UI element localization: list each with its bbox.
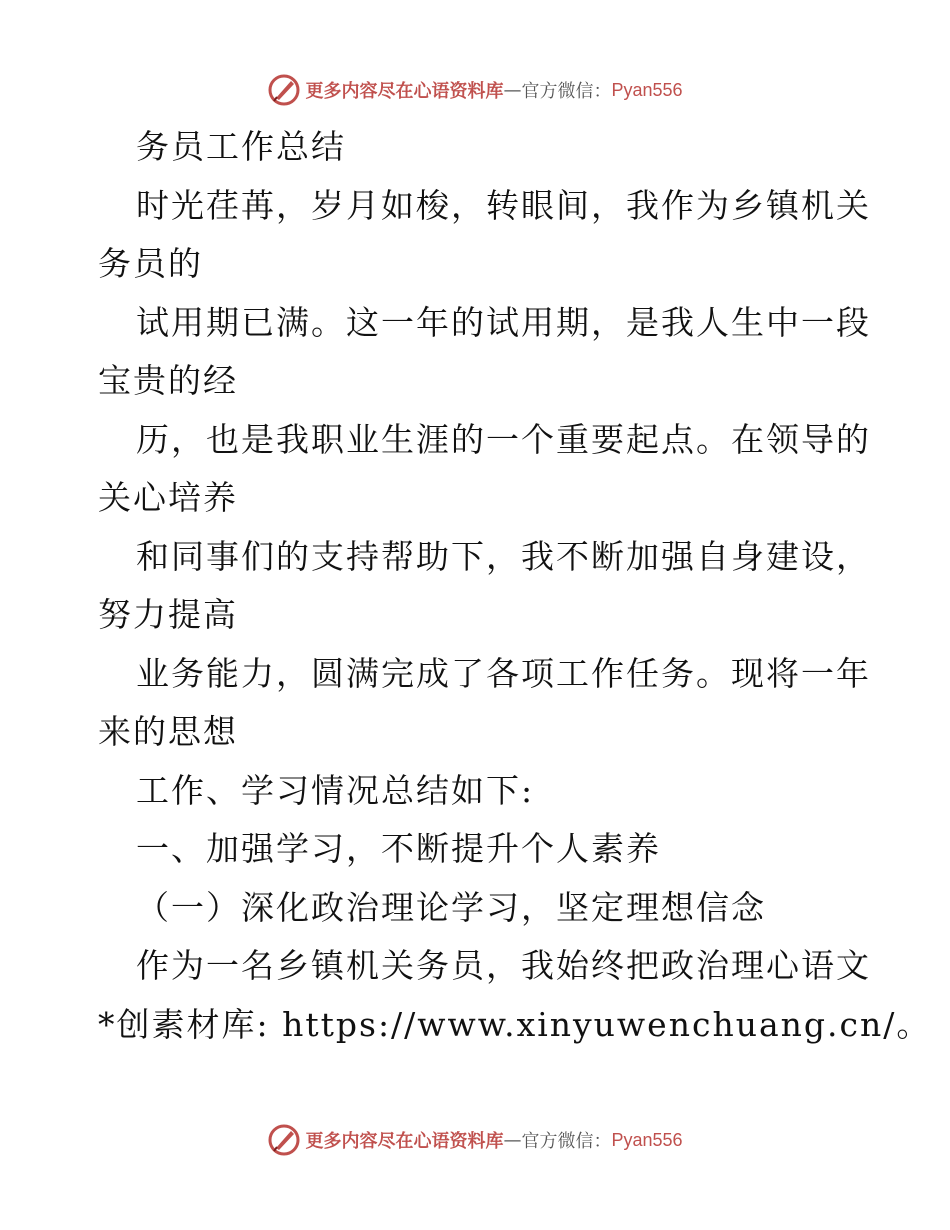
quill-pen-icon (267, 1123, 301, 1157)
header-watermark (0, 70, 950, 110)
subsection-heading: （一）深化政治理论学习，坚定理想信念 (136, 887, 766, 927)
document-body (98, 118, 932, 1054)
watermark-main-text: 更多内容尽在心语资料库 (305, 81, 504, 102)
paragraph-line: 历，也是我职业生涯的一个重要起点。在领导的 (136, 419, 871, 459)
watermark-account-id: Pyan556 (611, 1129, 683, 1150)
paragraph-line: 关心培养 (98, 478, 238, 517)
watermark-main-text: 更多内容尽在心语资料库 (305, 1131, 504, 1152)
paragraph-line: 业务能力，圆满完成了各项工作任务。现将一年 (136, 653, 871, 693)
paragraph-line: 和同事们的支持帮助下，我不断加强自身建设， (136, 536, 871, 576)
watermark-sub-text: 官方微信： (521, 81, 612, 102)
source-url-line: *创素材库: https://www.xinyuwenchuang.cn/。 (98, 1004, 932, 1044)
section-heading: 一、加强学习，不断提升个人素养 (136, 829, 661, 868)
paragraph-line: 工作、学习情况总结如下: (136, 770, 535, 810)
quill-pen-icon (267, 73, 301, 107)
paragraph-line: 努力提高 (98, 595, 238, 634)
watermark-sub-text: 官方微信： (521, 1131, 612, 1152)
paragraph-line: 来的思想 (98, 712, 238, 751)
paragraph-line: 试用期已满。这一年的试用期，是我人生中一段 (136, 302, 871, 342)
footer-watermark (0, 1120, 950, 1160)
paragraph-line: 务员的 (98, 244, 203, 283)
watermark-account-id: Pyan556 (611, 79, 683, 100)
paragraph-line: 宝贵的经 (98, 361, 238, 400)
paragraph-line: 作为一名乡镇机关务员，我始终把政治理心语文 (136, 946, 871, 985)
doc-title-line: 务员工作总结 (136, 127, 346, 166)
watermark-dash: — (503, 79, 522, 101)
paragraph-line: 时光荏苒，岁月如梭，转眼间，我作为乡镇机关 (136, 185, 871, 225)
watermark-dash: — (503, 1129, 522, 1151)
